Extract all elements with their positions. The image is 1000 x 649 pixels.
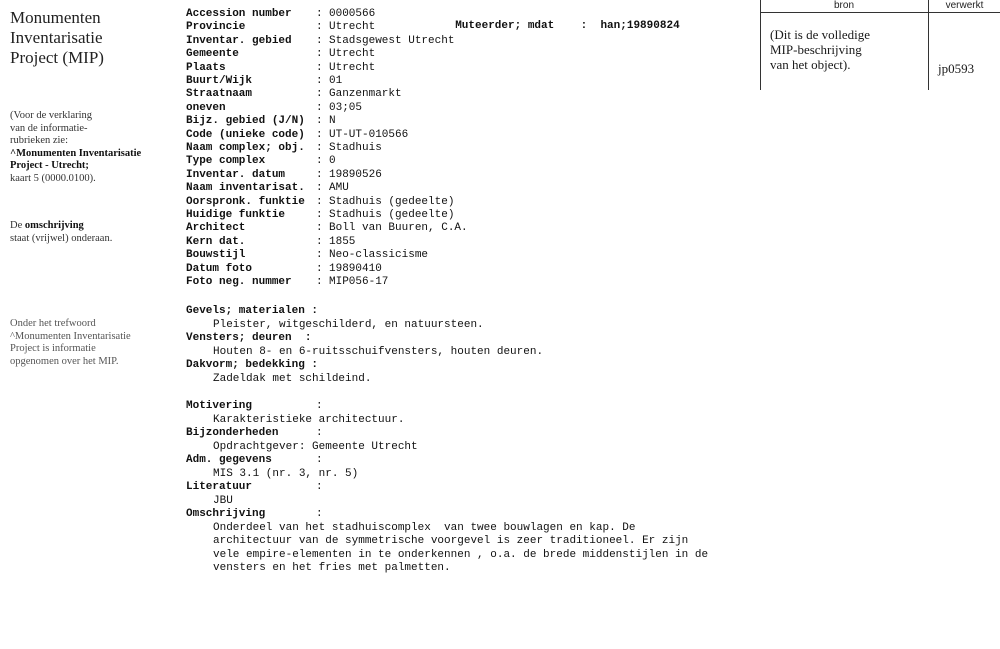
field-value: Stadhuis — [329, 142, 382, 154]
source-description — [770, 27, 930, 72]
column-header-verwerkt: verwerkt — [945, 0, 984, 11]
field-value: Utrecht — [329, 21, 376, 34]
field-label: Type complex — [186, 155, 266, 168]
field-value: 03;05 — [329, 101, 363, 114]
section-heading: Dakvorm; bedekking : — [186, 359, 319, 371]
note-line: rubrieken zie: — [10, 135, 69, 146]
field-value: 19890410 — [329, 262, 382, 275]
source-box — [760, 0, 1000, 90]
note-reference: Project - Utrecht; — [10, 160, 89, 171]
field-value: Boll van Buuren, C.A. — [329, 222, 468, 235]
field-separator: : — [316, 8, 323, 20]
field-value: 19890526 — [329, 168, 382, 181]
field-separator: : — [316, 75, 323, 87]
note-reference: ^Monumenten Inventarisatie — [10, 147, 142, 159]
field-separator: : — [316, 249, 323, 262]
field-value: 0 — [329, 155, 336, 168]
section-text: architectuur van de symmetrische voorgevel is zeer traditioneel. Er zijn — [213, 535, 689, 547]
field-label: Bijz. gebied (J/N) — [186, 115, 305, 128]
field-label: Kern dat. — [186, 235, 246, 248]
note-line: opgenomen over het MIP. — [10, 355, 119, 367]
section-heading: Gevels; materialen : — [186, 305, 319, 317]
section-heading: Omschrijving — [186, 508, 266, 520]
field-separator: : — [316, 235, 323, 248]
section-separator: : — [316, 508, 323, 520]
field-separator: : — [316, 21, 323, 34]
section-separator: : — [316, 454, 323, 466]
field-label: Inventar. gebied — [186, 34, 292, 47]
section-text: vensters en het fries met palmetten. — [213, 562, 451, 574]
field-value: Stadhuis (gedeelte) — [329, 209, 455, 221]
column-header-bron: bron — [833, 0, 854, 11]
field-separator: : — [316, 61, 323, 74]
section-text: Onderdeel van het stadhuiscomplex van twee bouwlagen en kap. De — [213, 521, 636, 534]
note-keyword: omschrijving — [24, 220, 84, 231]
field-label: Naam complex; obj. — [186, 142, 305, 154]
legend-note — [10, 110, 170, 185]
processed-id: jp0593 — [938, 61, 975, 76]
field-value: Utrecht — [329, 48, 376, 61]
section-separator: : — [316, 400, 323, 412]
field-label: Code (unieke code) — [186, 128, 305, 141]
field-separator: : — [316, 101, 323, 114]
field-separator: : — [316, 168, 323, 181]
source-line: van het object). — [770, 57, 851, 72]
section-text: Opdrachtgever: Gemeente Utrecht — [213, 440, 418, 453]
field-separator: : — [316, 48, 323, 61]
field-label: Bouwstijl — [186, 249, 246, 262]
field-value: Neo-classicisme — [329, 249, 429, 262]
section-text: Pleister, witgeschilderd, en natuursteen. — [213, 318, 484, 331]
field-label: oneven — [186, 101, 226, 114]
field-value: Utrecht — [329, 61, 376, 74]
field-label: Architect — [186, 222, 246, 235]
field-value: N — [329, 115, 336, 128]
field-label: Huidige funktie — [186, 209, 286, 221]
field-value: AMU — [329, 182, 349, 195]
title-line: Monumenten — [10, 8, 101, 27]
description-note — [10, 220, 170, 245]
mutation-value: han;19890824 — [600, 20, 680, 32]
section-text: Zadeldak met schildeind. — [213, 372, 372, 385]
section-separator: : — [316, 427, 323, 439]
field-label: Provincie — [186, 21, 246, 34]
field-separator: : — [316, 209, 323, 221]
note-text: De — [10, 220, 25, 231]
field-value: 01 — [329, 75, 343, 87]
note-line: van de informatie- — [10, 122, 88, 134]
field-value: Stadhuis (gedeelte) — [329, 195, 455, 208]
mutation-label: Muteerder; mdat — [455, 20, 555, 32]
field-label: Datum foto — [186, 262, 253, 275]
field-label: Naam inventarisat. — [186, 182, 305, 195]
section-text: vele empire-elementen in te onderkennen , o.a. de brede middenstijlen in de — [213, 548, 709, 561]
field-label: Inventar. datum — [186, 168, 286, 181]
section-text: Houten 8- en 6-ruitsschuifvensters, houten deuren. — [213, 345, 544, 358]
note-line: ^Monumenten Inventarisatie — [10, 330, 131, 342]
field-separator: : — [316, 115, 323, 128]
section-text: Karakteristieke architectuur. — [213, 413, 405, 426]
section-heading: Literatuur — [186, 481, 253, 493]
field-label: Buurt/Wijk — [186, 75, 253, 87]
field-value: Stadsgewest Utrecht — [329, 34, 455, 47]
title-line: Inventarisatie — [10, 28, 103, 47]
keyword-note — [10, 318, 170, 368]
field-label: Plaats — [186, 61, 226, 74]
field-label: Accession number — [186, 8, 292, 20]
field-separator: : — [316, 182, 323, 195]
note-line: staat (vrijwel) onderaan. — [10, 232, 113, 244]
section-heading: Adm. gegevens — [186, 454, 272, 466]
field-label: Oorspronk. funktie — [186, 195, 305, 208]
source-line: MIP-beschrijving — [770, 42, 862, 57]
field-value: MIP056-17 — [329, 276, 389, 288]
section-heading: Vensters; deuren : — [186, 332, 312, 344]
source-line: (Dit is de volledige — [770, 27, 871, 42]
field-separator: : — [316, 155, 323, 168]
field-label: Straatnaam — [186, 88, 253, 101]
note-line: Onder het trefwoord — [10, 318, 96, 329]
field-value: 0000566 — [329, 8, 376, 20]
field-value: Ganzenmarkt — [329, 88, 402, 101]
field-separator: : — [316, 222, 323, 235]
field-separator: : — [316, 195, 323, 208]
field-label: Gemeente — [186, 48, 239, 61]
note-line: Project is informatie — [10, 343, 96, 354]
document-title — [10, 8, 160, 68]
field-value: 1855 — [329, 235, 356, 248]
field-separator: : — [316, 262, 323, 275]
section-heading: Bijzonderheden — [186, 427, 279, 439]
field-separator: : — [316, 128, 323, 141]
field-separator: : — [316, 276, 323, 288]
field-separator: : — [316, 142, 323, 154]
field-separator: : — [316, 88, 323, 101]
field-separator: : — [316, 34, 323, 47]
section-text: JBU — [213, 494, 233, 507]
field-label: Foto neg. nummer — [186, 276, 292, 288]
note-line: kaart 5 (0000.0100). — [10, 172, 96, 184]
section-separator: : — [316, 481, 323, 493]
section-text: MIS 3.1 (nr. 3, nr. 5) — [213, 467, 359, 480]
note-line: (Voor de verklaring — [10, 110, 93, 121]
title-line: Project (MIP) — [10, 48, 104, 67]
section-heading: Motivering — [186, 400, 253, 412]
field-value: UT-UT-010566 — [329, 128, 409, 141]
mutation-info: Muteerder; mdat : han;19890824 — [455, 20, 680, 32]
